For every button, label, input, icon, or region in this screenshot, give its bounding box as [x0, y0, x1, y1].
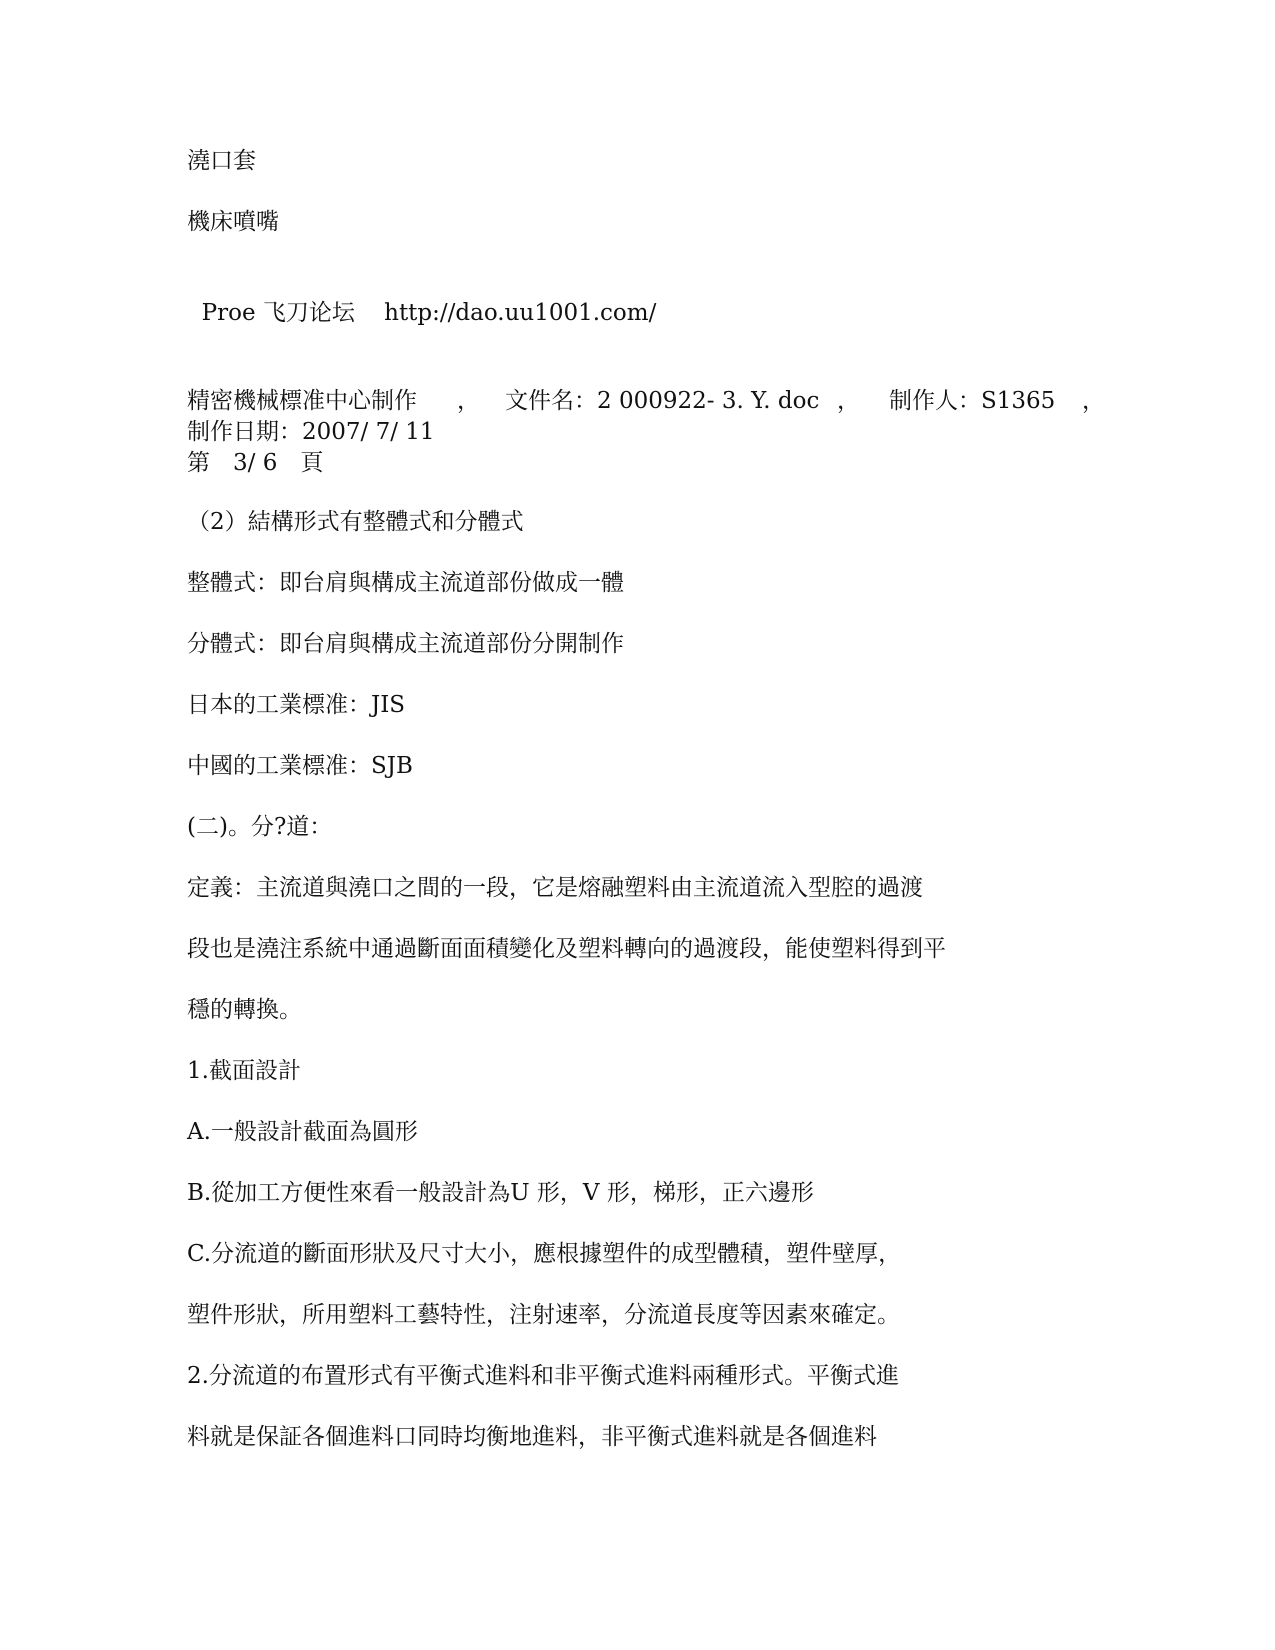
- paragraph: C.分流道的斷面形狀及尺寸大小，應根據塑件的成型體積，塑件壁厚，: [187, 1241, 902, 1267]
- header-line-2: 機床噴嘴: [187, 209, 279, 235]
- paragraph: 穩的轉換。: [187, 997, 302, 1023]
- footer-author: 制作人：S1365: [889, 388, 1056, 414]
- paragraph: A.一般設計截面為圓形: [187, 1119, 418, 1145]
- paragraph: 1.截面設計: [187, 1058, 301, 1084]
- forum-name: Proe 飞刀论坛: [201, 300, 355, 326]
- footer-date: 制作日期：2007/ 7/ 11: [187, 419, 435, 445]
- paragraph: 中國的工業標准：SJB: [187, 753, 413, 779]
- forum-url[interactable]: http://dao.uu1001.com/: [384, 300, 657, 326]
- header-line-1: 澆口套: [187, 148, 256, 174]
- footer-sep-2: ，: [837, 388, 860, 414]
- paragraph: 整體式：即台肩與構成主流道部份做成一體: [187, 570, 624, 596]
- paragraph: 塑件形狀，所用塑料工藝特性，注射速率，分流道長度等因素來確定。: [187, 1302, 900, 1328]
- forum-line: [187, 268, 656, 328]
- section-heading: (二)。分?道：: [187, 814, 333, 840]
- footer-sep-3: ，: [1082, 388, 1105, 414]
- paragraph: 日本的工業標准：JIS: [187, 692, 406, 718]
- paragraph: 料就是保証各個進料口同時均衡地進料，非平衡式進料就是各個進料: [187, 1424, 877, 1450]
- footer-maker: 精密機械標准中心制作: [187, 388, 417, 414]
- paragraph: 定義：主流道與澆口之間的一段，它是熔融塑料由主流道流入型腔的過渡: [187, 875, 923, 901]
- footer-sep-1: ，: [457, 388, 480, 414]
- page-number: 第 3/ 6 頁: [187, 450, 324, 476]
- paragraph: 2.分流道的布置形式有平衡式進料和非平衡式進料兩種形式。平衡式進: [187, 1363, 899, 1389]
- paragraph: B.從加工方便性來看一般設計為U 形，V 形，梯形，正六邊形: [187, 1180, 814, 1206]
- footer-filename: 文件名：2 000922- 3. Y. doc: [505, 388, 820, 414]
- footer-info-row: [187, 386, 1107, 416]
- paragraph: （2）結構形式有整體式和分體式: [187, 509, 524, 535]
- paragraph: 段也是澆注系統中通過斷面面積變化及塑料轉向的過渡段，能使塑料得到平: [187, 936, 946, 962]
- paragraph: 分體式：即台肩與構成主流道部份分開制作: [187, 631, 624, 657]
